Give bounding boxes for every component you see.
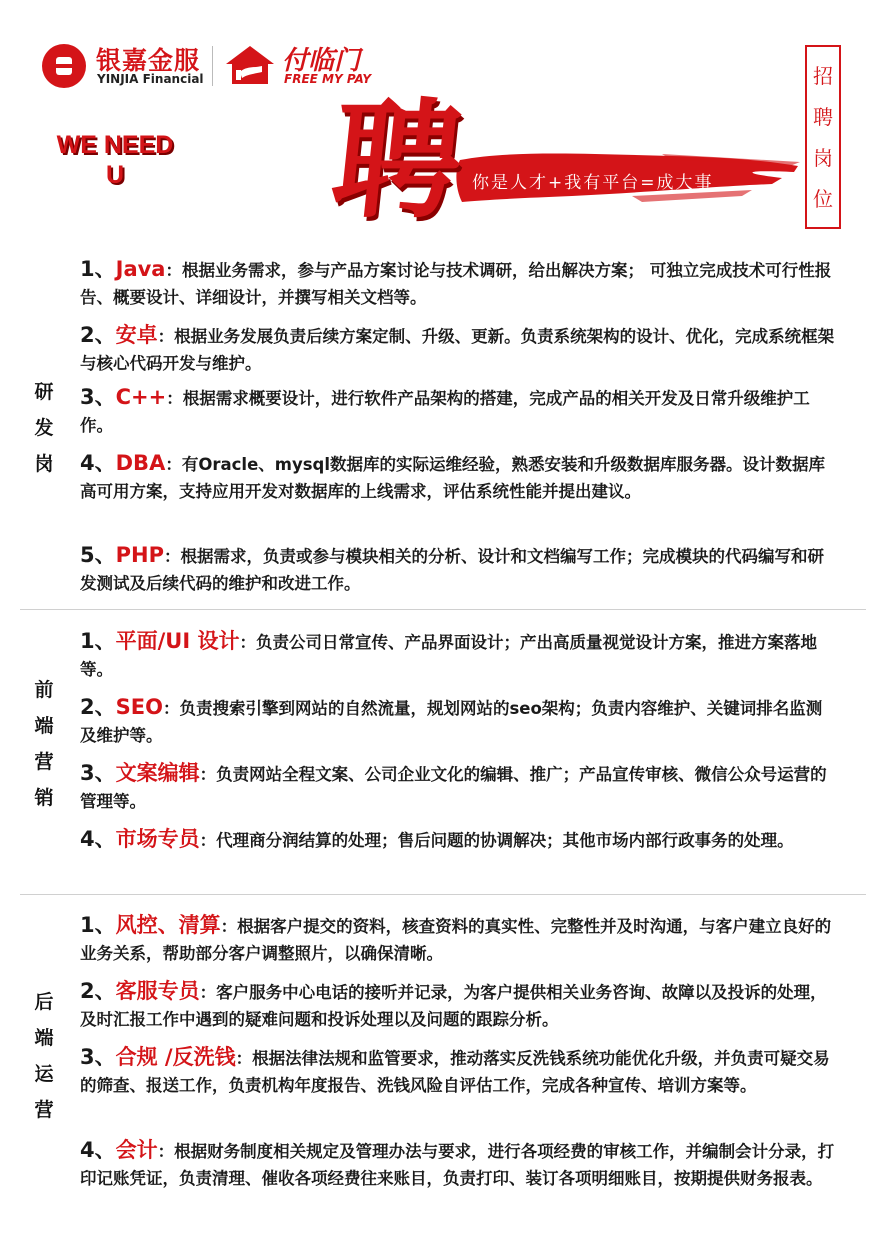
job-item: 4、市场专员：代理商分润结算的处理；售后问题的协调解决；其他市场内部行政事务的处理。 (80, 827, 794, 851)
job-item: 2、客服专员：客户服务中心电话的接听并记录，为客户提供相关业务咨询、故障以及投诉的处理，及时汇报工作中遇到的疑难问题和投诉处理以及问题的跟踪分析。 (80, 979, 827, 1029)
job-title: 平面/UI 设计 (115, 629, 240, 653)
hiring-big-character: 聘 (325, 86, 469, 236)
badge-char: 招 (813, 63, 833, 88)
job-item: 4、会计：根据财务制度相关规定及管理办法与要求，进行各项经费的审核工作，并编制会计分录，打印记账凭证，负责清理、催收各项经费往来账目，负责打印、装订各项明细账目，按期提供财务报表。 (80, 1138, 835, 1188)
section-divider (20, 609, 866, 610)
job-description: 负责公司日常宣传、产品界面设计；产出高质量视觉设计方案，推进方案落地等。 (80, 633, 817, 679)
job-description: 代理商分润结算的处理；售后问题的协调解决；其他市场内部行政事务的处理。 (216, 831, 794, 850)
job-description: 负责搜索引擎到网站的自然流量，规划网站的seo架构；负责内容维护、关键词排名监测及维护等。 (80, 699, 823, 745)
section-divider (20, 894, 866, 895)
job-title: 合规 /反洗钱 (115, 1045, 236, 1069)
yinjia-logo-en: YINJIA Financial (97, 72, 204, 86)
job-description: 客户服务中心电话的接听并记录，为客户提供相关业务咨询、故障以及投诉的处理，及时汇报工作中遇到的疑难问题和投诉处理以及问题的跟踪分析。 (80, 983, 827, 1029)
slogan: 你是人才+我有平台=成大事 (472, 173, 714, 193)
job-item: 3、合规 /反洗钱：根据法律法规和监管要求，推动落实反洗钱系统功能优化升级，并负责可疑交易的筛查、报送工作，负责机构年度报告、洗钱风险自评估工作，完成各种宣传、培训方案等。 (80, 1045, 830, 1095)
section-label-marketing: 前 端 营 销 (34, 679, 54, 809)
job-description: 根据法律法规和监管要求，推动落实反洗钱系统功能优化升级，并负责可疑交易的筛查、报送工作，负责机构年度报告、洗钱风险自评估工作，完成各种宣传、培训方案等。 (80, 1049, 830, 1095)
job-title: 安卓 (115, 323, 158, 347)
fulinmen-logo-en: FREE MY PAY (284, 72, 372, 86)
section-label-rd: 研 发 岗 (34, 381, 54, 475)
we-need-line2: U (105, 161, 125, 189)
job-item: 2、SEO：负责搜索引擎到网站的自然流量，规划网站的seo架构；负责内容维护、关键词排名监测及维护等。 (80, 695, 823, 745)
job-title: Java (115, 257, 166, 281)
job-item: 1、平面/UI 设计：负责公司日常宣传、产品界面设计；产出高质量视觉设计方案，推进方案落地等。 (80, 629, 817, 679)
job-description: 根据业务发展负责后续方案定制、升级、更新。负责系统架构的设计、优化，完成系统框架与核心代码开发与维护。 (80, 327, 835, 373)
job-title: 风控、清算 (115, 913, 221, 937)
job-title: 会计 (115, 1138, 158, 1162)
job-description: 有Oracle、mysql数据库的实际运维经验，熟悉安装和升级数据库服务器。设计数据库高可用方案，支持应用开发对数据库的上线需求，评估系统性能并提出建议。 (80, 455, 825, 501)
job-title: 市场专员 (115, 827, 200, 851)
job-description: 负责网站全程文案、公司企业文化的编辑、推广；产品宣传审核、微信公众号运营的管理等。 (80, 765, 827, 811)
badge-char: 聘 (813, 104, 833, 129)
we-need-line1: WE NEED (56, 131, 174, 159)
fulinmen-logo-name: 付临门 (282, 46, 361, 76)
yinjia-logo-icon (42, 44, 86, 88)
job-item: 5、PHP：根据需求，负责或参与模块相关的分析、设计和文档编写工作；完成模块的代码编写和研发测试及后续代码的维护和改进工作。 (80, 543, 824, 593)
recruitment-positions-badge (805, 45, 841, 229)
job-description: 根据需求概要设计，进行软件产品架构的搭建，完成产品的相关开发及日常升级维护工作。 (80, 389, 810, 435)
job-item: 1、Java：根据业务需求，参与产品方案讨论与技术调研，给出解决方案； 可独立完成技术可行性报告、概要设计、详细设计，并撰写相关文档等。 (80, 257, 832, 307)
logo-divider (212, 46, 213, 86)
job-description: 根据业务需求，参与产品方案讨论与技术调研，给出解决方案； 可独立完成技术可行性报告、概要设计、详细设计，并撰写相关文档等。 (80, 261, 832, 307)
job-description: 根据客户提交的资料，核查资料的真实性、完整性并及时沟通，与客户建立良好的业务关系，帮助部分客户调整照片，以确保清晰。 (80, 917, 832, 963)
house-hand-icon (222, 42, 278, 88)
job-title: 文案编辑 (115, 761, 200, 785)
badge-char: 岗 (813, 145, 833, 170)
job-title: C++ (115, 385, 167, 409)
job-item: 2、安卓：根据业务发展负责后续方案定制、升级、更新。负责系统架构的设计、优化，完成系统框架与核心代码开发与维护。 (80, 323, 835, 373)
yinjia-logo-name: 银嘉金服 (96, 46, 201, 75)
job-title: SEO (115, 695, 163, 719)
job-description: 根据财务制度相关规定及管理办法与要求，进行各项经费的审核工作，并编制会计分录，打印记账凭证，负责清理、催收各项经费往来账目，负责打印、装订各项明细账目，按期提供财务报表。 (80, 1142, 835, 1188)
badge-char: 位 (813, 186, 833, 211)
job-title: 客服专员 (115, 979, 200, 1003)
job-item: 4、DBA：有Oracle、mysql数据库的实际运维经验，熟悉安装和升级数据库服务器。设计数据库高可用方案，支持应用开发对数据库的上线需求，评估系统性能并提出建议。 (80, 451, 825, 501)
job-title: DBA (115, 451, 166, 475)
job-item: 3、文案编辑：负责网站全程文案、公司企业文化的编辑、推广；产品宣传审核、微信公众号运营的管理等。 (80, 761, 827, 811)
we-need-heading (44, 130, 186, 190)
job-description: 根据需求，负责或参与模块相关的分析、设计和文档编写工作；完成模块的代码编写和研发测试及后续代码的维护和改进工作。 (80, 547, 824, 593)
job-item: 3、C++：根据需求概要设计，进行软件产品架构的搭建，完成产品的相关开发及日常升级维护工作。 (80, 385, 810, 435)
job-title: PHP (115, 543, 164, 567)
section-label-operations: 后 端 运 营 (34, 991, 54, 1121)
job-item: 1、风控、清算：根据客户提交的资料，核查资料的真实性、完整性并及时沟通，与客户建立良好的业务关系，帮助部分客户调整照片，以确保清晰。 (80, 913, 832, 963)
